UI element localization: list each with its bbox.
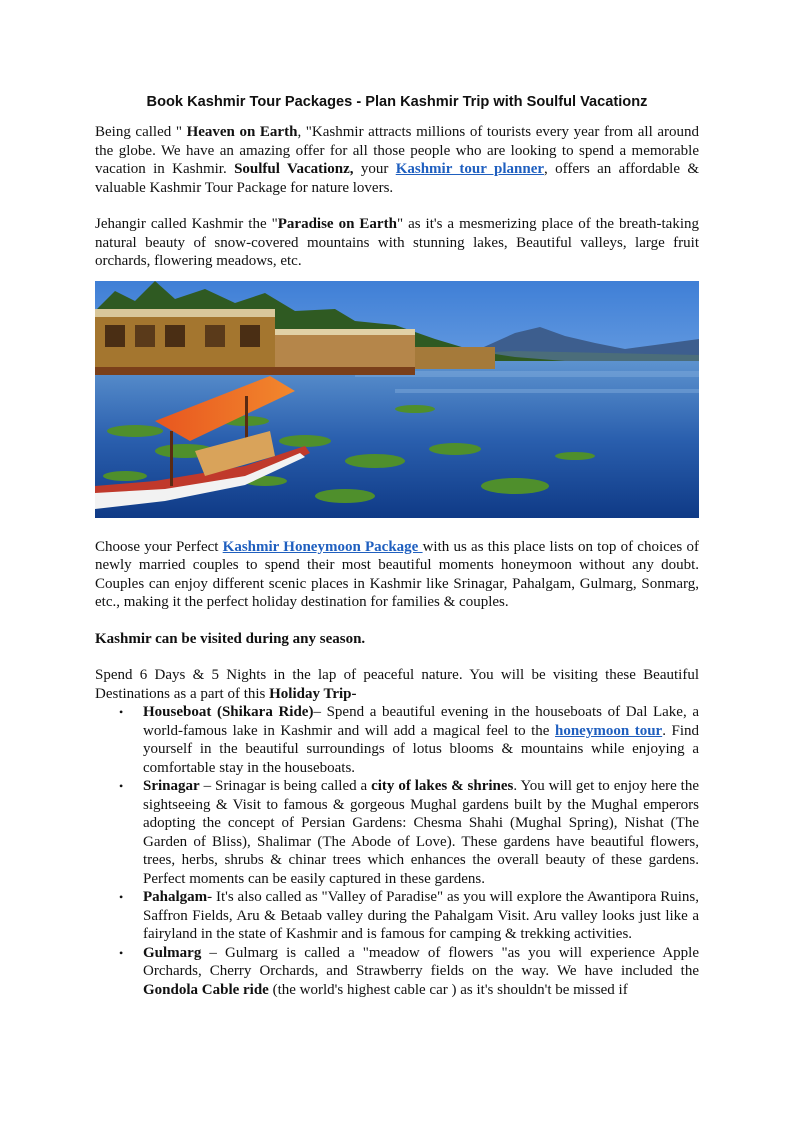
item-text: . Find yourself in the beautiful surroundings of lotus blooms & mountains while enjoying a comfortable stay in the houseboats. [143,722,699,776]
intro-text-3: your [353,161,396,177]
honeymoon-text-1: Choose your Perfect [95,538,223,555]
item-text: – Srinagar is being called a [199,778,372,794]
bullet-icon: • [119,705,124,719]
item-text: – Gulmarg is called a "meadow of flowers "as you will experience Apple Orchards, Cherry Orchards, and Strawberry fields on the way. We have included the [143,944,699,979]
holiday-trip-bold: Holiday Trip- [269,685,357,702]
item-bold: city of lakes & shrines [371,778,514,794]
intro-text-4: , offers an affordable & valuable Kashmir Tour Package for nature lovers. [95,161,699,196]
honeymoon-paragraph [95,538,699,612]
intro-paragraph [95,123,699,197]
paradise-on-earth-bold: Paradise on Earth [277,216,397,232]
honeymoon-tour-link[interactable]: honeymoon tour [555,722,663,739]
item-text: . You will get to enjoy here the sightseeing & Visit to famous & gorgeous Mughal gardens built by the Mughal emperors adopting the concept of Persian Gardens: Chesma Shahi (Mughal Spring), Nishat (The Garden of Bliss), Shalimar (The Abode of Love). These gardens have beautiful flowers, trees, herbs, shrubs & chinar trees which enhances the overall beauty of these gardens. Perfect moments can be easily captured in these gardens. [143,778,699,887]
item-heading: Houseboat (Shikara Ride) [143,704,314,720]
spend-paragraph [95,666,699,703]
list-item-houseboat [119,703,699,777]
kashmir-honeymoon-package-link[interactable]: Kashmir Honeymoon Package [222,538,423,555]
destination-list [95,703,699,999]
item-heading: Srinagar [143,778,200,794]
list-item-gulmarg [119,944,699,1000]
soulful-vacationz-bold: Soulful Vacationz, [234,161,354,177]
dal-lake-photo [95,281,699,518]
bullet-icon: • [119,779,124,793]
honeymoon-text-2: with us as this place lists on top of choices of newly married couples to spend their most beautiful moments honeymoon without any doubt. Couples can enjoy different scenic places in Kashmir like Srinagar, Pahalgam, Gulmarg, Sonmarg, etc., making it the perfect holiday destination for families & couples. [95,538,699,610]
paradise-text-1: Jehangir called Kashmir the " [95,216,278,232]
item-text: - It's also called as "Valley of Paradise" as you will explore the Awantipora Ruins, Saffron Fields, Aru & Betaab valley during the Pahalgam Visit. Aru valley looks just like a fairyland in the state of Kashmir and is famous for camping & trekking activities. [143,889,699,942]
paradise-paragraph [95,215,699,271]
kashmir-tour-planner-link[interactable]: Kashmir tour planner [395,161,545,177]
item-text: – Spend a beautiful evening in the houseboats of Dal Lake, a world-famous lake in Kashmir and will add a magical feel to the [143,704,699,739]
bullet-icon: • [119,945,124,960]
page-title: Book Kashmir Tour Packages - Plan Kashmir Trip with Soulful Vacationz [146,94,648,110]
paradise-text-2: " as it's a mesmerizing place of the breath-taking natural beauty of snow-covered mountains with stunning lakes, Beautiful valleys, large fruit orchards, flowering meadows, etc. [95,216,700,269]
spend-text-1: Spend 6 Days & 5 Nights in the lap of peaceful nature. You will be visiting these Beautiful Destinations as a part of this [95,667,699,702]
season-heading [95,630,699,649]
intro-text-2: , "Kashmir attracts millions of tourists every year from all around the globe. We have an amazing offer for all those people who are looking to spend a memorable vacation in Kashmir. [95,124,700,177]
item-heading: Gulmarg [143,944,202,961]
bullet-icon: • [119,890,124,904]
season-bold: Kashmir can be visited during any season. [95,630,366,647]
item-bold: Gondola Cable ride [143,981,269,998]
item-text: (the world's highest cable car ) as it's shouldn't be missed if [268,981,628,998]
item-heading: Pahalgam [143,889,208,905]
intro-text-1: Being called " [95,124,187,140]
list-item-pahalgam [119,888,699,944]
document-page [95,92,699,999]
heaven-on-earth-bold: Heaven on Earth [186,124,298,140]
list-item-srinagar [119,777,699,888]
